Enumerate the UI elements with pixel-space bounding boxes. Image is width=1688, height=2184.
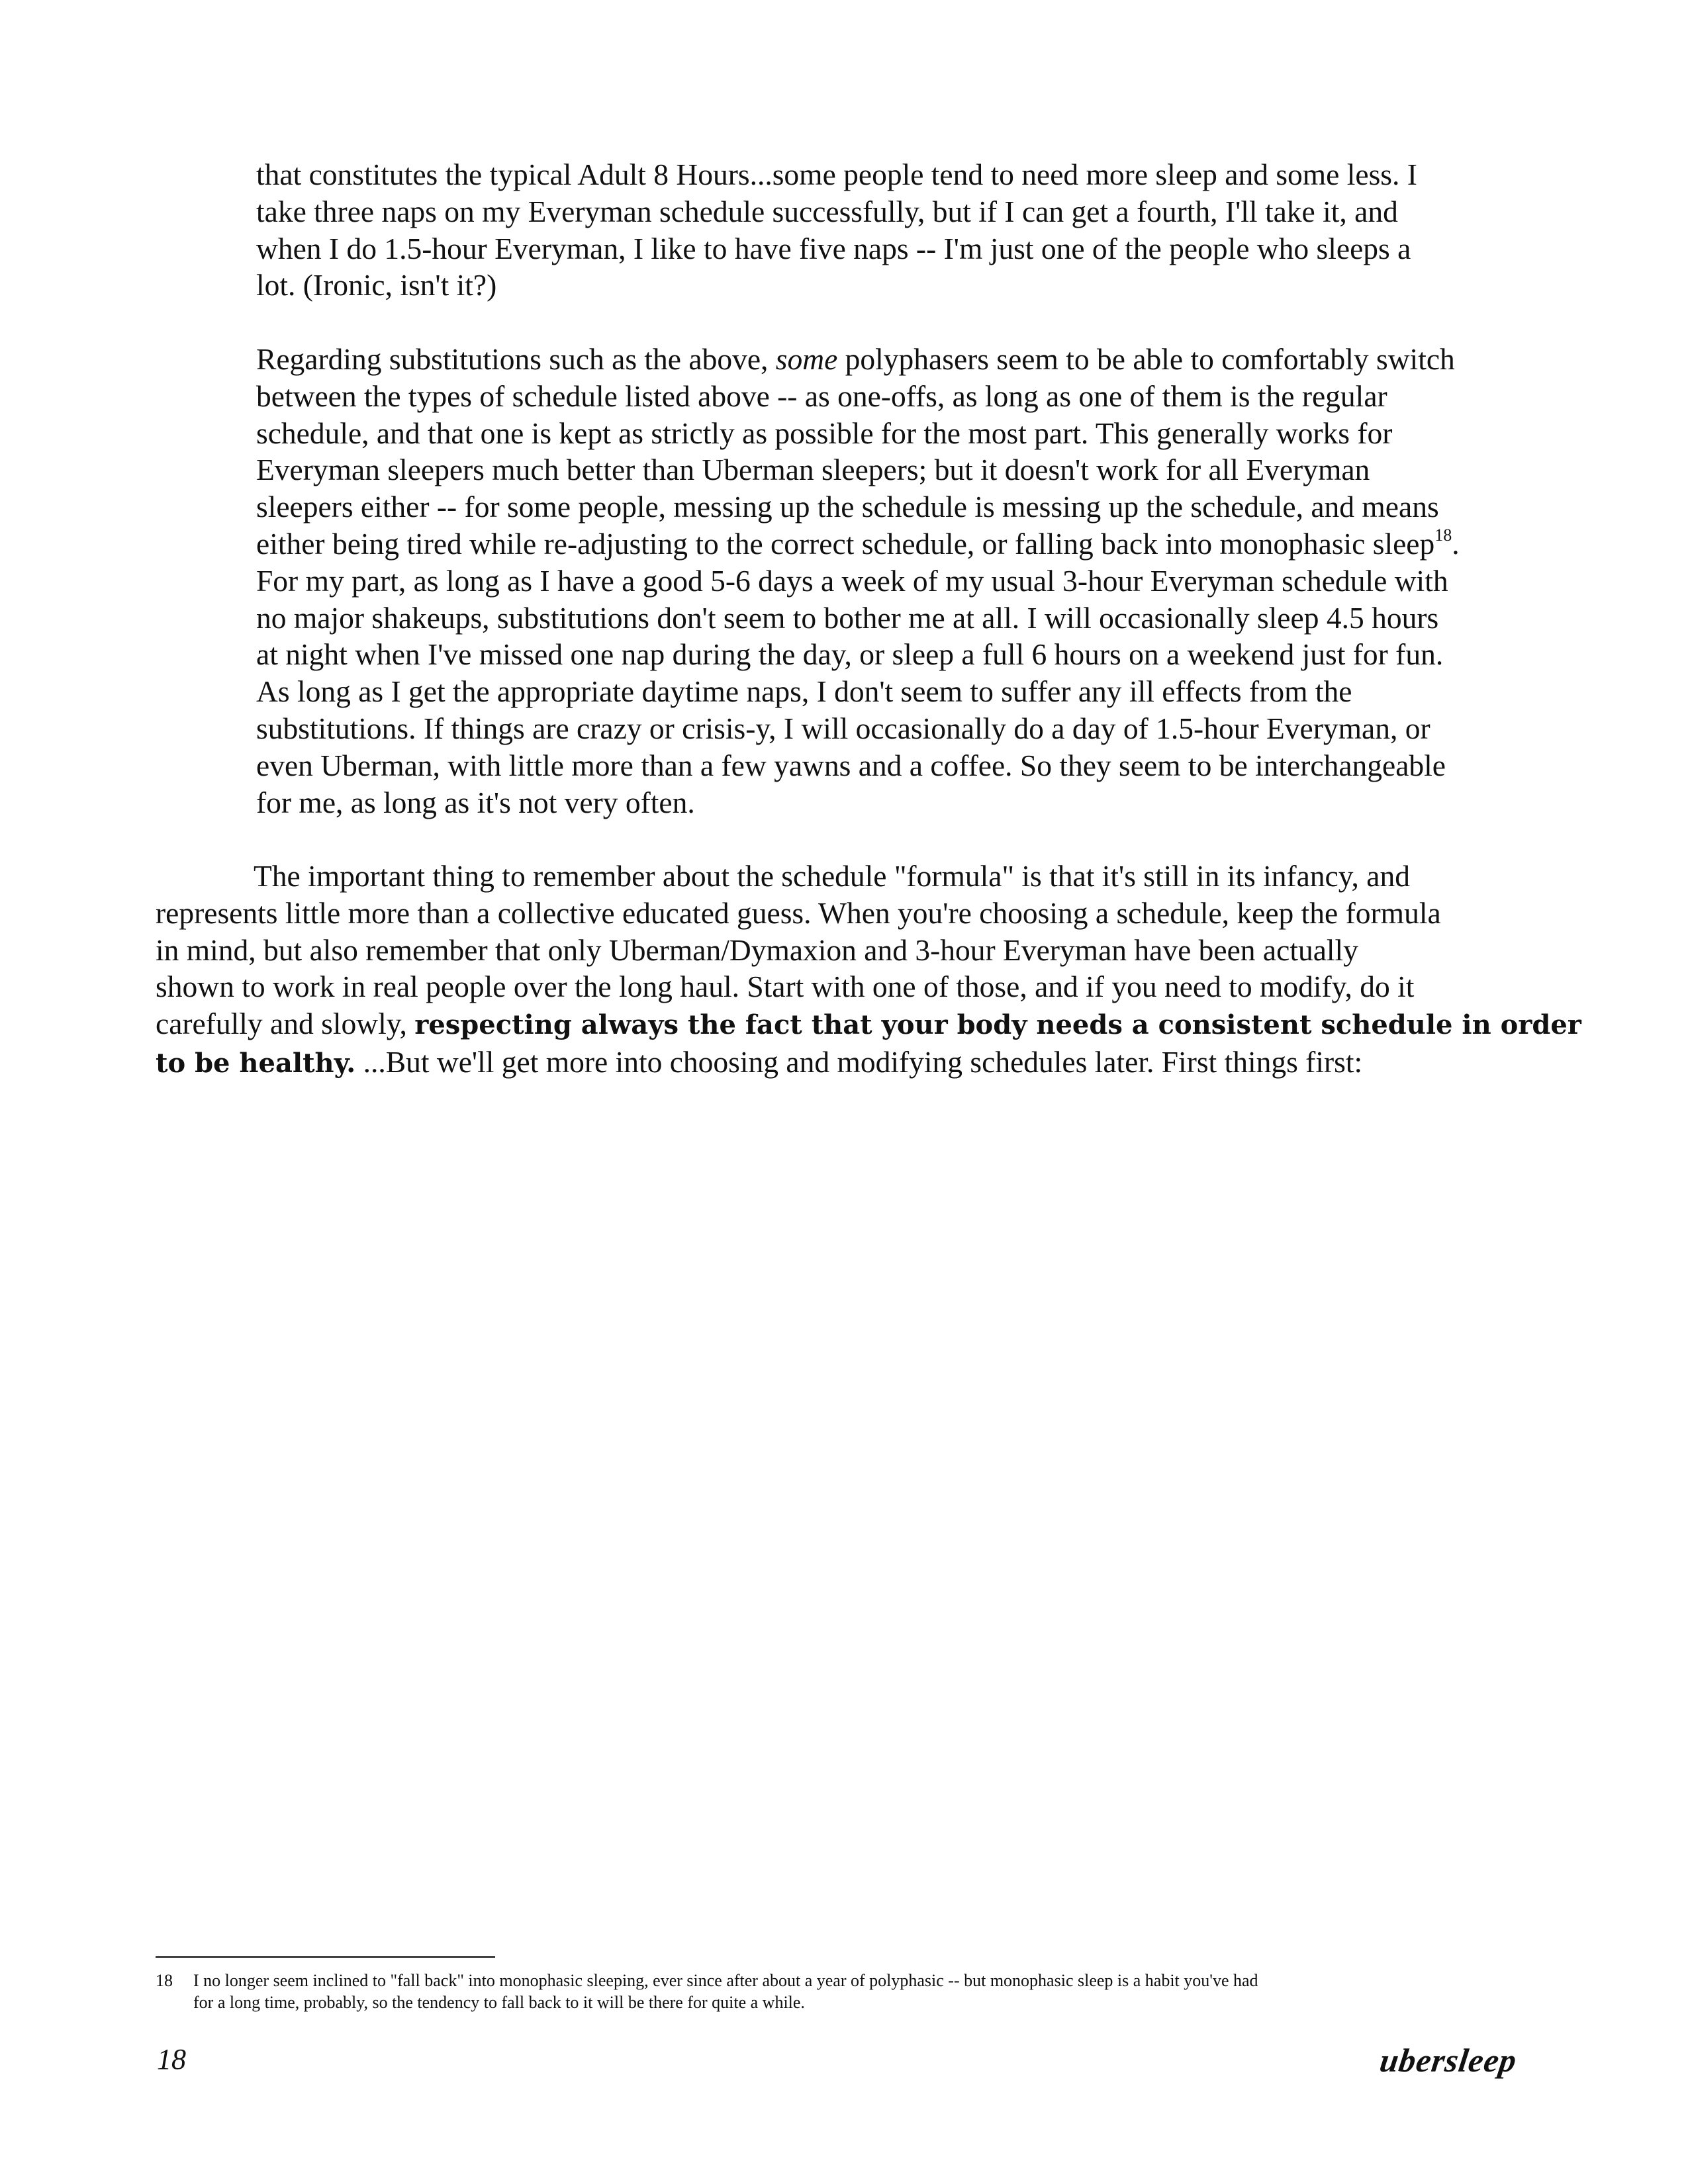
footnote-number: 18	[156, 1971, 173, 1990]
text-line: that constitutes the typical Adult 8 Hours...some people tend to need more sleep and some less. I	[256, 158, 1417, 191]
paragraph-3	[156, 858, 1581, 1082]
text-line: at night when I've missed one nap during the day, or sleep a full 6 hours on a weekend just for fun.	[256, 637, 1444, 672]
text-line: For my part, as long as I have a good 5-6 days a week of my usual 3-hour Everyman schedule with	[256, 563, 1448, 598]
text-run: polyphasers seem to be able to comfortably switch	[837, 342, 1455, 376]
text-line: sleepers either -- for some people, messing up the schedule is messing up the schedule, and means	[256, 490, 1439, 524]
text-run: .	[1452, 526, 1460, 561]
text-line: As long as I get the appropriate daytime naps, I don't seem to suffer any ill effects from the	[256, 674, 1352, 709]
text-line: when I do 1.5-hour Everyman, I like to have five naps -- I'm just one of the people who sleeps a	[256, 231, 1411, 265]
text-run: carefully and slowly,	[156, 1007, 415, 1041]
text-line	[156, 1005, 1581, 1044]
text-run: Regarding substitutions such as the above,	[256, 342, 776, 376]
text-line: in mind, but also remember that only Uberman/Dymaxion and 3-hour Everyman have been actually	[156, 933, 1358, 967]
text-line: Everyman sleepers much better than Uberman sleepers; but it doesn't work for all Everyman	[256, 453, 1370, 487]
text-line: between the types of schedule listed above -- as one-offs, as long as one of them is the regular	[256, 379, 1387, 413]
text-run: either being tired while re-adjusting to the correct schedule, or falling back into monophasic sleep	[256, 526, 1435, 561]
text-line: shown to work in real people over the long haul. Start with one of those, and if you need to modify, do it	[156, 970, 1415, 1004]
page-number: 18	[157, 2043, 186, 2075]
text-line: represents little more than a collective educated guess. When you're choosing a schedule, keep the formula	[156, 895, 1441, 930]
text-line	[156, 1044, 1534, 1082]
footnote-line: I no longer seem inclined to "fall back" into monophasic sleeping, ever since after about a year of polyphasic -- but monophasic sleep is a habit you've had	[193, 1971, 1258, 1990]
footnote-divider	[156, 1956, 495, 1958]
emphasis-text: some	[775, 342, 838, 376]
text-line: no major shakeups, substitutions don't seem to bother me at all. I will occasionally sleep 4.5 hours	[256, 600, 1439, 635]
bold-emphasis: respecting always the fact that your body needs a consistent schedule in order	[414, 1009, 1581, 1041]
text-run: ...But we'll get more into choosing and modifying schedules later. First things first:	[355, 1044, 1363, 1079]
bold-emphasis: to be healthy.	[156, 1047, 356, 1079]
paragraph-1	[256, 156, 1534, 304]
text-line: The important thing to remember about the schedule "formula" is that it's still in its infancy, and	[254, 859, 1410, 893]
ubersleep-logo: ubersleep	[1378, 2042, 1520, 2079]
footnote-line: for a long time, probably, so the tendency to fall back to it will be there for quite a while.	[193, 1993, 805, 2012]
text-line: substitutions. If things are crazy or crisis-y, I will occasionally do a day of 1.5-hour Everyman, or	[256, 711, 1430, 745]
text-line	[256, 525, 1534, 563]
text-line: take three naps on my Everyman schedule successfully, but if I can get a fourth, I'll take it, and	[256, 194, 1398, 228]
text-line	[256, 341, 1534, 378]
paragraph-2	[256, 341, 1534, 821]
text-line: schedule, and that one is kept as strictly as possible for the most part. This generally works for	[256, 416, 1393, 450]
text-line: for me, as long as it's not very often.	[256, 785, 695, 819]
footnote	[156, 1970, 1534, 2013]
footnote-reference[interactable]: 18	[1434, 525, 1452, 545]
text-line: even Uberman, with little more than a few yawns and a coffee. So they seem to be interchangeable	[256, 748, 1446, 782]
footnote-body	[193, 1970, 1534, 2013]
text-line: lot. (Ironic, isn't it?)	[256, 268, 497, 302]
